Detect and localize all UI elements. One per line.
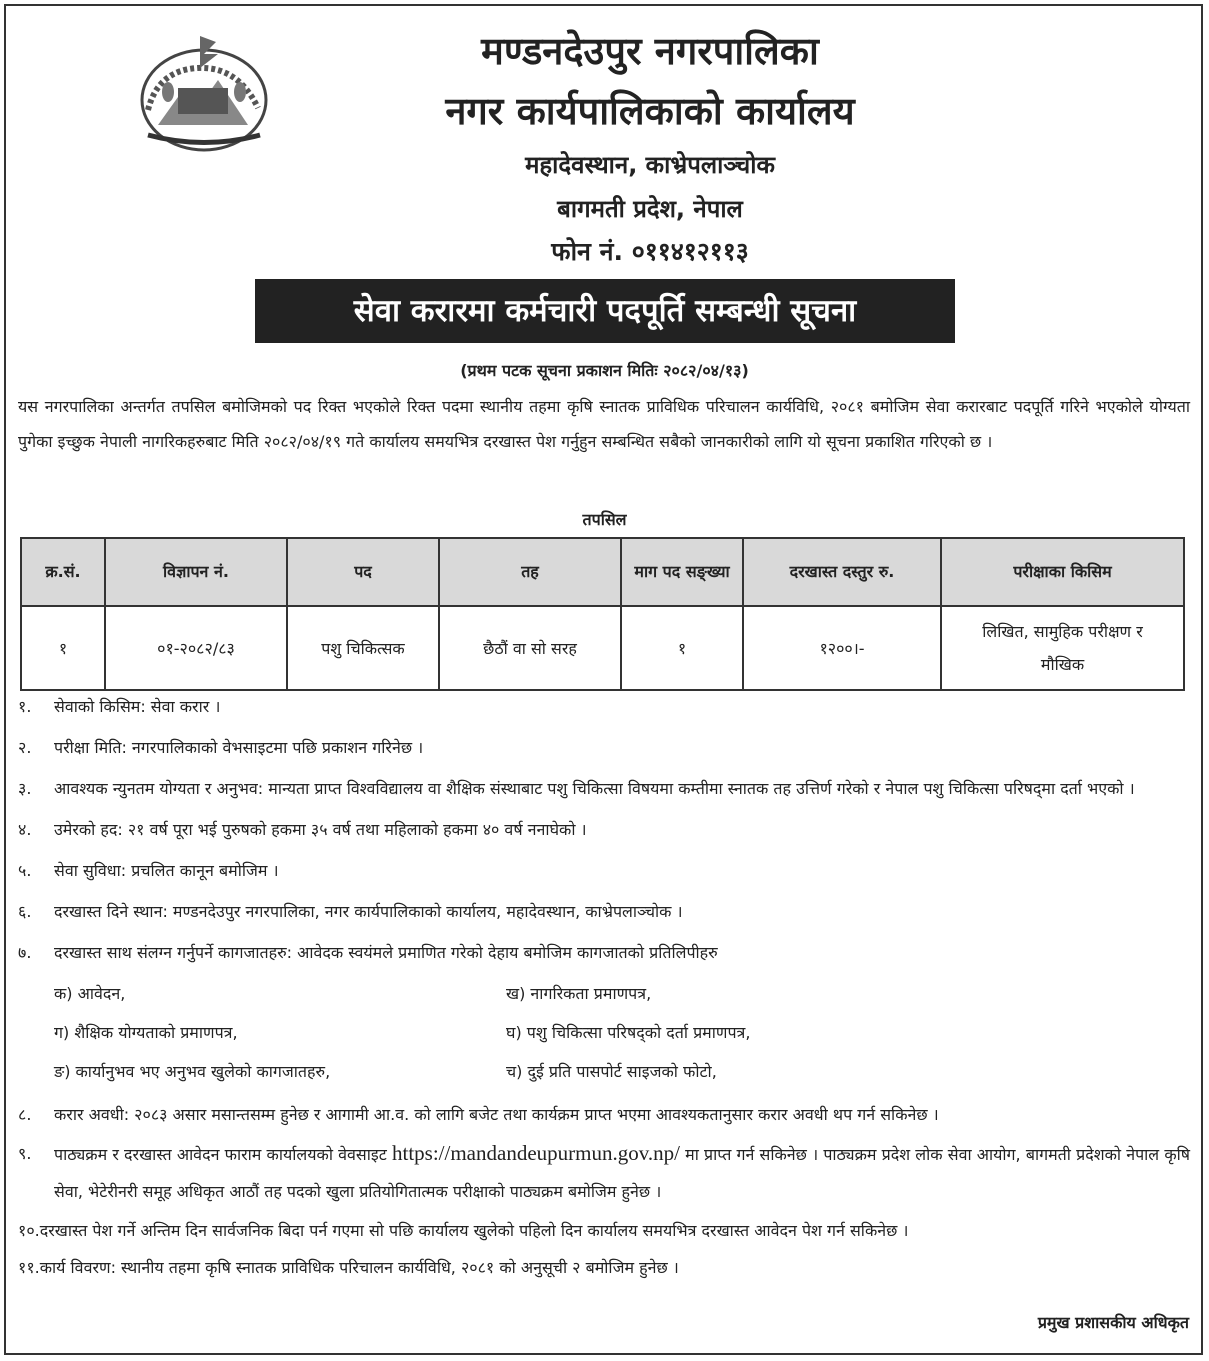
item-text: करार अवधी: २०८३ असार मसान्तसम्म हुनेछ र आगामी आ.व. को लागि बजेट तथा कार्यक्रम प्राप्त भएमा आवश्यकतानुसार करार अवधी थप गर्न सकिनेछ ।: [54, 1105, 939, 1124]
document-item: घ) पशु चिकित्सा परिषद्‌को दर्ता प्रमाणपत्र,: [506, 1023, 751, 1042]
item-number: ५.: [18, 861, 32, 880]
phone-number: फोन नं. ०११४१२११३: [551, 237, 749, 266]
item-text: आवश्यक न्युनतम योग्यता र अनुभव: मान्यता प्राप्त विश्वविद्यालय वा शैक्षिक संस्थाबाट पशु चिकित्सा विषयमा कम्तीमा स्नातक तह उत्तिर्ण गरेको र नेपाल पशु चिकित्सा परिषद्‌मा दर्ता भएको ।: [54, 779, 1135, 798]
col-vacancy-count: माग पद सङ्ख्या: [621, 538, 743, 606]
document-item: ग) शैक्षिक योग्यताको प्रमाणपत्र,: [54, 1023, 238, 1042]
table-title: तपसिल: [582, 510, 627, 529]
cell-level: छैठौं वा सो सरह: [439, 606, 621, 690]
item-number: ११.: [18, 1258, 40, 1277]
col-level: तह: [439, 538, 621, 606]
vacancy-table: [20, 537, 1185, 691]
item-text: [54, 1135, 1190, 1210]
conditions-list: [18, 688, 1190, 1090]
item-text: परीक्षा मिति: नगरपालिकाको वेभसाइटमा पछि प्रकाशन गरिनेछ ।: [54, 738, 424, 757]
office-name: नगर कार्यपालिकाको कार्यालय: [445, 89, 855, 133]
col-post: पद: [287, 538, 439, 606]
cell-fee: १२००।-: [743, 606, 941, 690]
list-item: [18, 893, 1190, 930]
document-item: ङ) कार्यानुभव भए अनुभव खुलेको कागजातहरु,: [54, 1062, 331, 1081]
province: बागमती प्रदेश, नेपाल: [557, 195, 743, 223]
table-row: [21, 606, 1184, 690]
list-item: [18, 729, 1190, 766]
list-item: [18, 688, 1190, 725]
cell-sn: १: [21, 606, 105, 690]
list-item: [18, 1135, 1190, 1210]
list-item: [18, 934, 1190, 971]
list-item: [18, 1212, 1190, 1249]
cell-ad-no: ०१-२०८२/८३: [105, 606, 287, 690]
item-number: १.: [18, 697, 32, 716]
item-text: सेवा सुविधा: प्रचलित कानून बमोजिम ।: [54, 861, 279, 880]
item-number: ६.: [18, 902, 32, 921]
item-text-post: मा प्राप्त गर्न सकिनेछ । पाठ्यक्रम प्रदेश लोक सेवा आयोग, बागमती प्रदेशको नेपाल कृषि सेवा, भेटेरीनरी समूह अधिकृत आठौं तह पदको खुला प्रतियोगितात्मक परीक्षाको पाठ्यक्रम बमोजिम हुनेछ ।: [54, 1145, 1191, 1201]
document-item: ख) नागरिकता प्रमाणपत्र,: [506, 984, 652, 1003]
office-address: महादेवस्थान, काभ्रेपलाञ्चोक: [525, 151, 775, 179]
list-item: [18, 852, 1190, 889]
col-ad-no: विज्ञापन नं.: [105, 538, 287, 606]
item-text: दरखास्त दिने स्थान: मण्डनदेउपुर नगरपालिका, नगर कार्यपालिकाको कार्यालय, महादेवस्थान, काभ्रेपलाञ्चोक ।: [54, 902, 683, 921]
conditions-list-continued: [18, 1096, 1190, 1286]
document-item: क) आवेदन,: [54, 984, 126, 1003]
list-item: [18, 770, 1190, 807]
col-exam-type: परीक्षाका किसिम: [941, 538, 1184, 606]
municipality-name: मण्डनदेउपुर नगरपालिका: [481, 29, 819, 73]
cell-post: पशु चिकित्सक: [287, 606, 439, 690]
cell-exam-type: लिखित, सामुहिक परीक्षण र मौखिक: [941, 606, 1184, 690]
item-number: ८.: [18, 1105, 32, 1124]
documents-list: [18, 975, 1190, 1090]
item-number: ९.: [18, 1144, 32, 1163]
document-item: च) दुई प्रति पासपोर्ट साइजको फोटो,: [506, 1062, 717, 1081]
nepal-emblem-icon: [128, 30, 280, 162]
item-number: ४.: [18, 820, 32, 839]
table-header-row: [21, 538, 1184, 606]
item-text: दरखास्त साथ संलग्न गर्नुपर्ने कागजातहरु: आवेदक स्वयंमले प्रमाणित गरेको देहाय बमोजिम कागजातको प्रतिलिपीहरु: [54, 943, 718, 962]
cell-vacancy-count: १: [621, 606, 743, 690]
col-fee: दरखास्त दस्तुर रु.: [743, 538, 941, 606]
item-text: उमेरको हद: २१ वर्ष पूरा भई पुरुषको हकमा ३५ वर्ष तथा महिलाको हकमा ४० वर्ष ननाघेको ।: [54, 820, 587, 839]
item-text: दरखास्त पेश गर्ने अन्तिम दिन सार्वजनिक बिदा पर्न गएमा सो पछि कार्यालय खुलेको पहिलो दिन कार्यालय समयभित्र दरखास्त आवेदन पेश गर्न सकिनेछ ।: [39, 1221, 909, 1240]
list-item: [18, 1249, 1190, 1286]
item-number: १०.: [18, 1221, 40, 1240]
website-link[interactable]: https://mandandeupurmun.gov.np/: [392, 1141, 680, 1165]
notice-title: सेवा करारमा कर्मचारी पदपूर्ति सम्बन्धी सूचना: [255, 279, 955, 343]
col-sn: क्र.सं.: [21, 538, 105, 606]
item-number: ३.: [18, 779, 32, 798]
item-number: २.: [18, 738, 32, 757]
intro-paragraph: यस नगरपालिका अन्तर्गत तपसिल बमोजिमको पद रिक्त भएकोले रिक्त पदमा स्थानीय तहमा कृषि स्नातक प्राविधिक परिचालन कार्यविधि, २०८१ बमोजिम सेवा करारबाट पदपूर्ति गरिने भएकोले योग्यता पुगेका इच्छुक नेपाली नागरिकहरुबाट मिति २०८२/०४/१९ गते कार्यालय समयभित्र दरखास्त पेश गर्नुहुन सम्बन्धित सबैको जानकारीको लागि यो सूचना प्रकाशित गरिएको छ ।: [18, 397, 1190, 451]
item-number: ७.: [18, 943, 32, 962]
item-text: कार्य विवरण: स्थानीय तहमा कृषि स्नातक प्राविधिक परिचालन कार्यविधि, २०८१ को अनुसूची २ बमोजिम हुनेछ ।: [39, 1258, 679, 1277]
list-item: [18, 811, 1190, 848]
item-text-pre: पाठ्यक्रम र दरखास्त आवेदन फाराम कार्यालयको वेवसाइट: [54, 1145, 387, 1164]
signatory-title: प्रमुख प्रशासकीय अधिकृत: [1037, 1313, 1189, 1332]
publication-date: (प्रथम पटक सूचना प्रकाशन मितिः २०८२/०४/१३): [460, 361, 749, 380]
list-item: [18, 1096, 1190, 1133]
item-text: सेवाको किसिम: सेवा करार ।: [54, 697, 221, 716]
